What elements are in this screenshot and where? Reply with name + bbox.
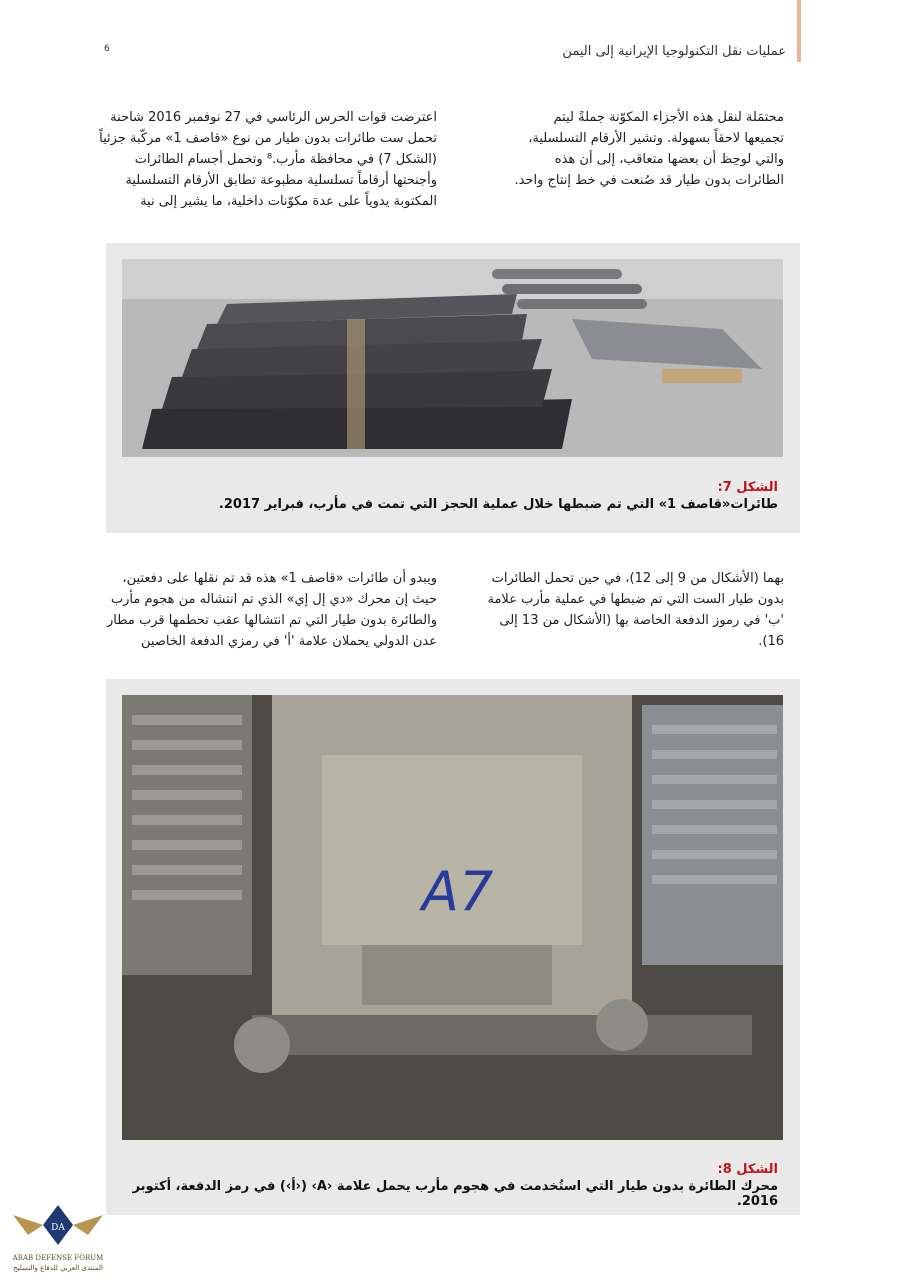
wings-emblem-icon [8,1200,108,1252]
page-number: 6 [104,44,110,54]
figure-8-caption-text: محرك الطائرة بدون طيار التي استُخدمت في هجوم مأرب يحمل علامة ‹A› (‹أ›) في رمز الدفعة، أكتوبر 2016. [132,1179,778,1209]
figure-7-label: الشكل 7: [717,480,778,495]
drone-parts-photo [122,259,783,457]
paragraph-mid-left: بهما (الأشكال من 9 إلى 12)، في حين تحمل الطائرات بدون طيار الست التي تم ضبطها في عملية مأرب علامة 'ب' في رموز الدفعة الخاصة بها (الأشكال من 13 إلى 16). [487,571,784,649]
paragraph-intro-left: محتمَلة لنقل هذه الأجزاء المكوّنة جملةً ليتم تجميعها لاحقاً بسهولة. وتشير الأرقام التسلسلية، والتي لوحِظ أن بعضها متعاقب، إلى أن هذه الطائرات بدون طيار قد صُنعت في خط إنتاج واحد. [514,110,784,188]
engine-batch-mark: A7 [422,860,494,923]
engine-photo [122,695,783,1140]
arab-defense-forum-logo [8,1200,108,1280]
figure-7-photo [122,259,783,457]
figure-7-caption [219,480,778,512]
header-accent-bar [797,0,801,62]
figure-8-caption [106,1162,778,1209]
logo-mark: DA [51,1223,65,1233]
logo-text-ar: المنتدى العربي للدفاع والتسليح [13,1264,103,1272]
paragraph-mid-right: ويبدو أن طائرات «قاصف 1» هذه قد تم نقلها على دفعتين، حيث إن محرك «دي إل إي» الذي تم انتشاله من هجوم مأرب والطائرة بدون طيار التي تم انتشالها عقب تحطمها قرب مطار عدن الدولي يحملان علامة 'أ' في رمزي الدفعة الخاصين [106,571,437,649]
figure-7-caption-text: طائرات«قاصف 1» التي تم ضبطها خلال عملية الحجز التي تمت في مأرب، فبراير 2017. [218,497,778,512]
figure-8-photo [122,695,783,1140]
figure-8-label: الشكل 8: [717,1162,778,1177]
paragraph-intro-right: اعترضت قوات الحرس الرئاسي في 27 نوفمبر 2016 شاحنة تحمل ست طائرات بدون طيار من نوع «قاصف 1» مركّبة جزئياً (الشكل 7) في محافظة مأرب.⁸ وتحمل أجسام الطائرات وأجنحتها أرقاماً تسلسلية مطبوعة تطابق الأرقام التسلسلية المكتوبة يدوياً على عدة مكوّنات داخلية، ما يشير إلى نية [99,110,437,209]
figure-7 [106,243,800,533]
running-header-title: عمليات نقل التكنولوجيا الإيرانية إلى اليمن [562,44,786,59]
logo-text-en: ARAB DEFENSE FORUM [12,1254,104,1262]
figure-8 [106,679,800,1215]
